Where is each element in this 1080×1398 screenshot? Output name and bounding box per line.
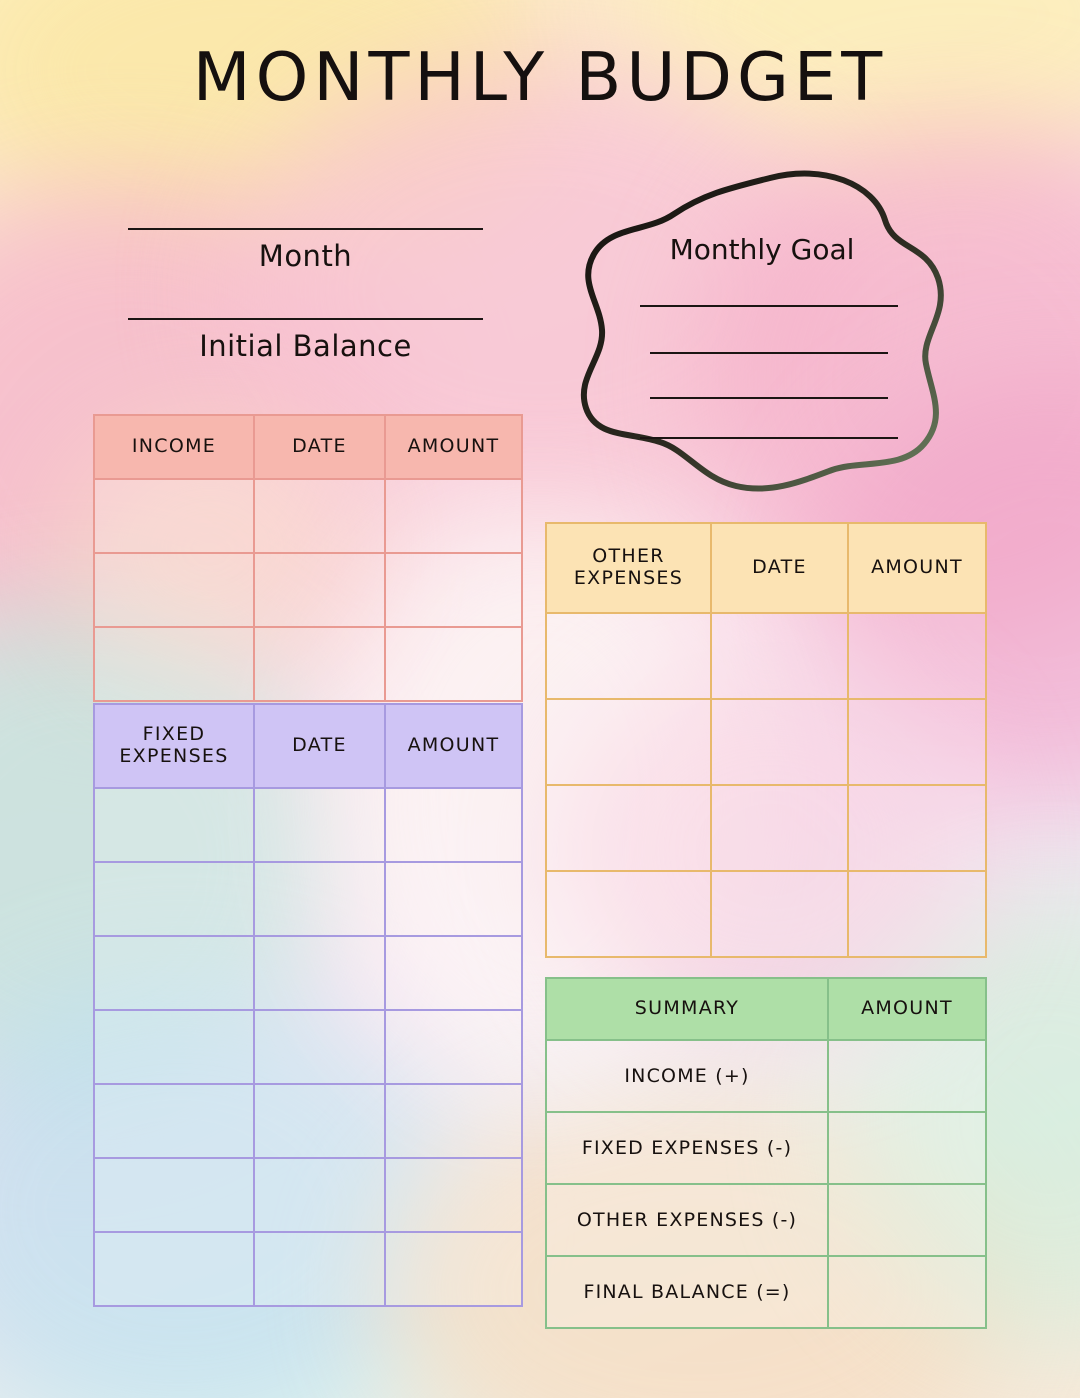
fixed-expense-date-cell[interactable] [254, 1084, 385, 1158]
table-row [94, 1158, 522, 1232]
page-title: MONTHLY BUDGET [192, 38, 888, 116]
income-date-cell[interactable] [254, 479, 385, 553]
table-row [94, 479, 522, 553]
fixed-expense-cell[interactable] [94, 936, 254, 1010]
summary-label-income: INCOME (+) [546, 1040, 828, 1112]
fixed-expense-cell[interactable] [94, 788, 254, 862]
income-date-cell[interactable] [254, 553, 385, 627]
fixed-expense-amount-cell[interactable] [385, 788, 522, 862]
summary-header-row [546, 978, 986, 1040]
other-expenses-header-line2: EXPENSES [573, 567, 684, 589]
other-expense-date-cell[interactable] [711, 871, 848, 957]
fixed-expense-amount-cell[interactable] [385, 1232, 522, 1306]
fixed-expense-cell[interactable] [94, 1010, 254, 1084]
fixed-expenses-table [93, 703, 523, 1307]
month-field[interactable] [128, 228, 483, 273]
summary-label-other-expenses: OTHER EXPENSES (-) [546, 1184, 828, 1256]
table-row [546, 1256, 986, 1328]
other-expense-amount-cell[interactable] [848, 785, 986, 871]
fixed-expense-cell[interactable] [94, 1084, 254, 1158]
table-row [94, 553, 522, 627]
other-expenses-table [545, 522, 987, 958]
summary-amount-fixed-expenses[interactable] [828, 1112, 986, 1184]
summary-label-fixed-expenses: FIXED EXPENSES (-) [546, 1112, 828, 1184]
monthly-goal-line-4[interactable] [640, 437, 898, 439]
other-expense-amount-cell[interactable] [848, 871, 986, 957]
other-expenses-header-row [546, 523, 986, 613]
fixed-expense-cell[interactable] [94, 862, 254, 936]
fixed-expenses-header-label [94, 704, 254, 788]
month-label: Month [258, 239, 353, 273]
initial-balance-field[interactable] [128, 318, 483, 363]
summary-header-amount: AMOUNT [828, 978, 986, 1040]
summary-header-summary: SUMMARY [546, 978, 828, 1040]
table-row [546, 1112, 986, 1184]
summary-amount-other-expenses[interactable] [828, 1184, 986, 1256]
income-amount-cell[interactable] [385, 479, 522, 553]
summary-amount-final-balance[interactable] [828, 1256, 986, 1328]
fixed-expense-cell[interactable] [94, 1158, 254, 1232]
table-row [546, 613, 986, 699]
income-amount-cell[interactable] [385, 553, 522, 627]
other-expenses-header-date: DATE [711, 523, 848, 613]
other-expense-cell[interactable] [546, 871, 711, 957]
fixed-expenses-header-line1: FIXED [142, 723, 206, 746]
fixed-expense-date-cell[interactable] [254, 862, 385, 936]
other-expenses-header-amount: AMOUNT [848, 523, 986, 613]
fixed-expense-date-cell[interactable] [254, 788, 385, 862]
fixed-expense-date-cell[interactable] [254, 1232, 385, 1306]
table-row [94, 627, 522, 701]
fixed-expense-amount-cell[interactable] [385, 862, 522, 936]
table-row [546, 785, 986, 871]
income-cell[interactable] [94, 479, 254, 553]
income-date-cell[interactable] [254, 627, 385, 701]
other-expense-date-cell[interactable] [711, 699, 848, 785]
monthly-goal-blob [574, 168, 948, 498]
other-expense-amount-cell[interactable] [848, 699, 986, 785]
table-row [94, 788, 522, 862]
summary-amount-income[interactable] [828, 1040, 986, 1112]
fixed-expenses-header-row [94, 704, 522, 788]
fixed-expenses-header-amount: AMOUNT [385, 704, 522, 788]
income-cell[interactable] [94, 627, 254, 701]
monthly-goal-line-2[interactable] [650, 352, 888, 354]
income-header-row [94, 415, 522, 479]
monthly-goal-line-3[interactable] [650, 397, 888, 399]
initial-balance-input-line[interactable] [128, 318, 483, 320]
table-row [94, 1084, 522, 1158]
income-amount-cell[interactable] [385, 627, 522, 701]
month-input-line[interactable] [128, 228, 483, 230]
income-header-amount: AMOUNT [385, 415, 522, 479]
other-expense-amount-cell[interactable] [848, 613, 986, 699]
other-expense-cell[interactable] [546, 785, 711, 871]
monthly-goal-line-1[interactable] [640, 305, 898, 307]
table-row [546, 871, 986, 957]
summary-table [545, 977, 987, 1329]
monthly-goal-title: Monthly Goal [669, 233, 855, 266]
fixed-expense-amount-cell[interactable] [385, 1084, 522, 1158]
fixed-expense-date-cell[interactable] [254, 1010, 385, 1084]
fixed-expense-date-cell[interactable] [254, 936, 385, 1010]
fixed-expenses-header-date: DATE [254, 704, 385, 788]
table-row [94, 862, 522, 936]
fixed-expense-amount-cell[interactable] [385, 1010, 522, 1084]
table-row [546, 699, 986, 785]
fixed-expense-amount-cell[interactable] [385, 936, 522, 1010]
fixed-expense-date-cell[interactable] [254, 1158, 385, 1232]
other-expense-cell[interactable] [546, 699, 711, 785]
fixed-expense-cell[interactable] [94, 1232, 254, 1306]
income-cell[interactable] [94, 553, 254, 627]
fixed-expenses-header-line2: EXPENSES [119, 745, 229, 767]
summary-label-final-balance: FINAL BALANCE (=) [546, 1256, 828, 1328]
initial-balance-label: Initial Balance [199, 329, 412, 363]
income-header-income: INCOME [94, 415, 254, 479]
income-table [93, 414, 523, 702]
table-row [94, 936, 522, 1010]
table-row [546, 1184, 986, 1256]
table-row [94, 1010, 522, 1084]
table-row [546, 1040, 986, 1112]
other-expense-date-cell[interactable] [711, 613, 848, 699]
other-expense-cell[interactable] [546, 613, 711, 699]
table-row [94, 1232, 522, 1306]
income-header-date: DATE [254, 415, 385, 479]
other-expense-date-cell[interactable] [711, 785, 848, 871]
fixed-expense-amount-cell[interactable] [385, 1158, 522, 1232]
other-expenses-header-label [546, 523, 711, 613]
other-expenses-header-line1: OTHER [592, 545, 665, 568]
